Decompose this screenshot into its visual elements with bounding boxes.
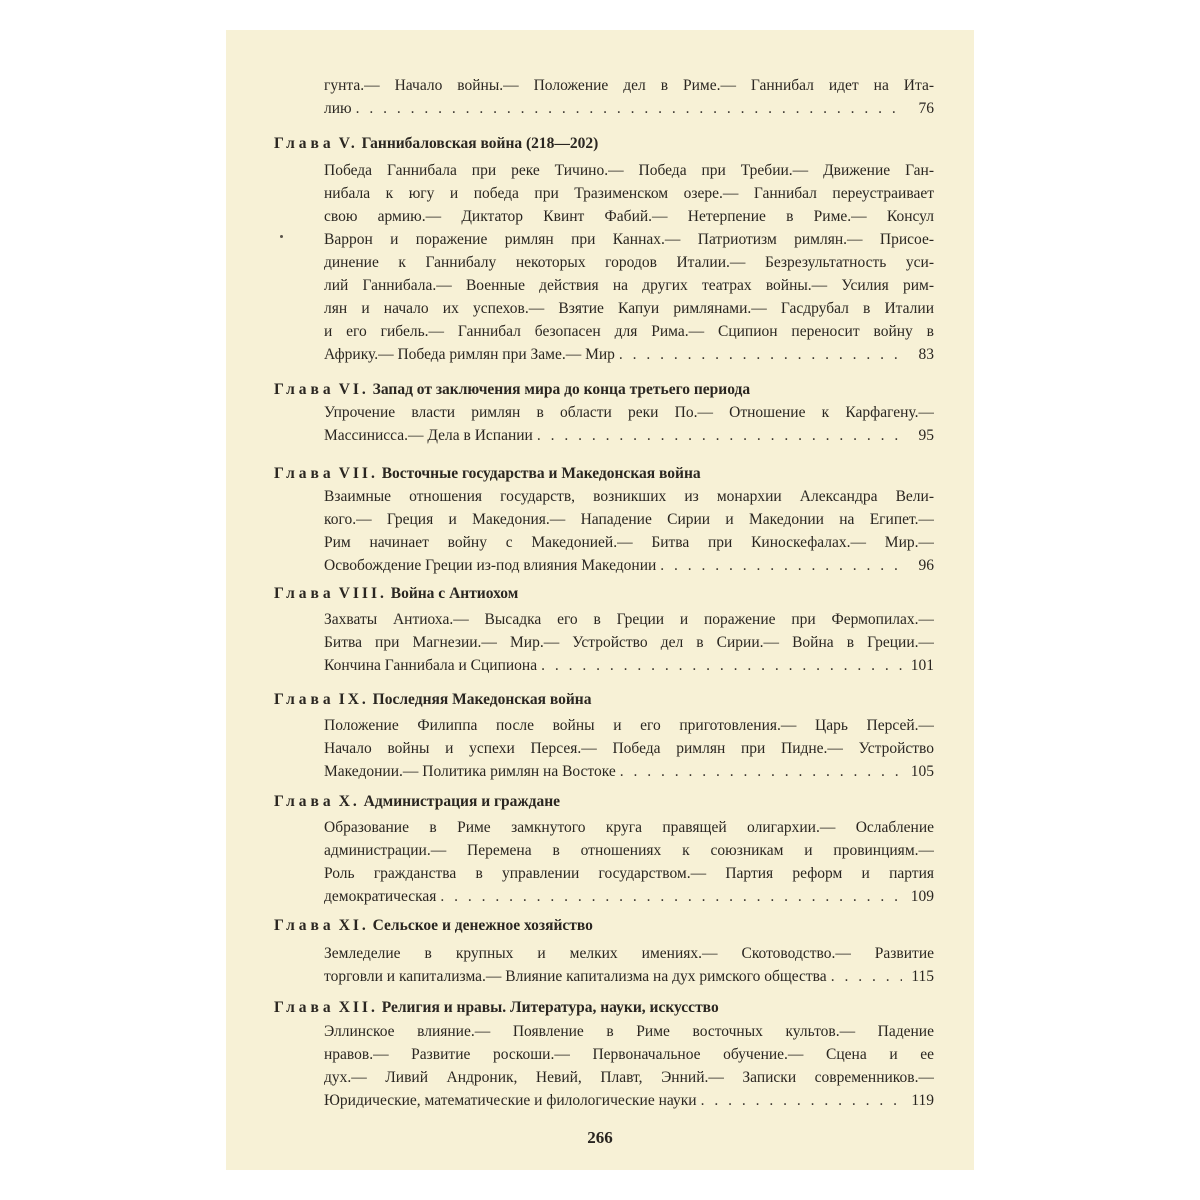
dot-leader	[620, 760, 902, 783]
chapter-summary	[324, 485, 934, 577]
summary-line: Македонии.— Политика римлян на Востоке	[324, 763, 616, 780]
chapter-number: XI.	[338, 917, 369, 934]
summary-line: Начало войны и успехи Персея.— Победа римлян при Пидне.— Устройство	[324, 740, 934, 757]
summary-last-line	[324, 343, 934, 366]
chapter-summary	[324, 608, 934, 677]
summary-line: Массинисса.— Дела в Испании	[324, 427, 533, 444]
chapter-label: Глава	[274, 135, 335, 152]
chapter-number: VIII.	[338, 585, 387, 602]
summary-last-line	[324, 760, 934, 783]
chapter-number: V.	[338, 135, 358, 152]
summary-last-line	[324, 424, 934, 447]
chapter-heading	[274, 380, 934, 400]
page-reference: 115	[911, 968, 934, 985]
summary-line: кого.— Греция и Македония.— Нападение Сирии и Македонии на Египет.—	[324, 511, 934, 528]
chapter-title: Война с Антиохом	[390, 585, 519, 602]
chapter-label: Глава	[274, 465, 335, 482]
chapter-label: Глава	[274, 585, 335, 602]
summary-last-line	[324, 965, 934, 988]
chapter-number: IX.	[338, 691, 369, 708]
dot-leader	[701, 1089, 902, 1112]
chapter-heading	[274, 690, 934, 710]
summary-last-line	[324, 654, 934, 677]
chapter-number: XII.	[338, 999, 378, 1016]
chapter-label: Глава	[274, 793, 335, 810]
page-reference: 119	[911, 1092, 934, 1109]
chapter-summary	[324, 816, 934, 908]
chapter-number: VII.	[338, 465, 378, 482]
chapter-summary	[324, 942, 934, 988]
chapter-label: Глава	[274, 381, 335, 398]
summary-line: Положение Филиппа после войны и его приготовления.— Царь Персей.—	[324, 717, 934, 734]
summary-line: Захваты Антиоха.— Высадка его в Греции и поражение при Фермопилах.—	[324, 611, 934, 628]
summary-line: Земледелие в крупных и мелких имениях.— Скотоводство.— Развитие	[324, 945, 934, 962]
page-reference: 96	[918, 557, 934, 574]
page-reference: 95	[918, 427, 934, 444]
summary-line: Упрочение власти римлян в области реки По.— Отношение к Карфагену.—	[324, 404, 934, 421]
summary-line: Образование в Риме замкнутого круга правящей олигархии.— Ослабление	[324, 819, 934, 836]
summary-line: и его гибель.— Ганнибал безопасен для Рима.— Сципион переносит войну в	[324, 323, 934, 340]
chapter-heading	[274, 916, 934, 936]
chapter-heading	[274, 134, 934, 154]
dot-leader	[541, 654, 902, 677]
summary-line: Освобождение Греции из-под влияния Македонии	[324, 557, 657, 574]
summary-line: Варрон и поражение римлян при Каннах.— Патриотизм римлян.— Присое-	[324, 231, 934, 248]
summary-line: нибала к югу и победа при Тразименском озере.— Ганнибал переустраивает	[324, 185, 934, 202]
page-reference: 109	[910, 888, 934, 905]
summary-line: Кончина Ганнибала и Сципиона	[324, 657, 538, 674]
summary-line: гунта.— Начало войны.— Положение дел в Риме.— Ганнибал идет на Ита-	[324, 77, 934, 94]
summary-line: лян и начало их успехов.— Взятие Капуи римлянами.— Гасдрубал в Италии	[324, 300, 934, 317]
summary-line: дух.— Ливий Андроник, Невий, Плавт, Энний.— Записки современников.—	[324, 1069, 934, 1086]
summary-line: Рим начинает войну с Македонией.— Битва при Киноскефалах.— Мир.—	[324, 534, 934, 551]
summary-line: Юридические, математические и филологические науки	[324, 1092, 697, 1109]
summary-line: Битва при Магнезии.— Мир.— Устройство дел в Сирии.— Война в Греции.—	[324, 634, 934, 651]
chapter-summary	[324, 714, 934, 783]
summary-last-line	[324, 885, 934, 908]
chapter-title: Восточные государства и Македонская война	[381, 465, 701, 482]
page-reference: 83	[918, 346, 934, 363]
dot-leader	[619, 343, 902, 366]
chapter-heading	[274, 584, 934, 604]
summary-line: администрации.— Перемена в отношениях к союзникам и провинциям.—	[324, 842, 934, 859]
chapter-title: Религия и нравы. Литература, науки, искусство	[381, 999, 719, 1016]
chapter-title: Ганнибаловская война (218—202)	[361, 135, 599, 152]
page-reference: 101	[910, 657, 934, 674]
summary-last-line	[324, 554, 934, 577]
summary-line: Эллинское влияние.— Появление в Риме восточных культов.— Падение	[324, 1023, 934, 1040]
dot-leader	[660, 554, 902, 577]
summary-line: демократическая	[324, 888, 437, 905]
summary-last-line	[324, 1089, 934, 1112]
chapter-summary	[324, 401, 934, 447]
chapter-summary	[324, 159, 934, 366]
chapter-number: VI.	[338, 381, 369, 398]
chapter-heading	[274, 998, 934, 1018]
chapter-title: Запад от заключения мира до конца третьего периода	[372, 381, 751, 398]
summary-last-line	[324, 97, 934, 120]
page-reference: 105	[910, 763, 934, 780]
summary-line: свою армию.— Диктатор Квинт Фабий.— Нетерпение в Риме.— Консул	[324, 208, 934, 225]
book-page	[226, 30, 974, 1170]
dot-leader	[537, 424, 902, 447]
chapter-heading	[274, 464, 934, 484]
chapter-title: Администрация и граждане	[363, 793, 561, 810]
summary-line: лию	[324, 100, 352, 117]
summary-line: торговли и капитализма.— Влияние капитализма на дух римского общества	[324, 968, 827, 985]
dot-leader	[831, 965, 902, 988]
summary-line: Роль гражданства в управлении государством.— Партия реформ и партия	[324, 865, 934, 882]
summary-line: лий Ганнибала.— Военные действия на других театрах войны.— Усилия рим-	[324, 277, 934, 294]
chapter-summary	[324, 74, 934, 120]
summary-line: динение к Ганнибалу некоторых городов Италии.— Безрезультатность уси-	[324, 254, 934, 271]
chapter-heading	[274, 792, 934, 812]
chapter-label: Глава	[274, 999, 335, 1016]
chapter-number: X.	[338, 793, 360, 810]
chapter-label: Глава	[274, 691, 335, 708]
summary-line: Взаимные отношения государств, возникших из монархии Александра Вели-	[324, 488, 934, 505]
chapter-title: Последняя Македонская война	[372, 691, 592, 708]
summary-line: Африку.— Победа римлян при Заме.— Мир	[324, 346, 615, 363]
chapter-summary	[324, 1020, 934, 1112]
page-number: 266	[587, 1128, 613, 1147]
summary-line: Победа Ганнибала при реке Тичино.— Победа при Требии.— Движение Ган-	[324, 162, 934, 179]
chapter-title: Сельское и денежное хозяйство	[372, 917, 593, 934]
ink-speck	[280, 235, 283, 238]
chapter-label: Глава	[274, 917, 335, 934]
page-reference: 76	[918, 100, 934, 117]
dot-leader	[356, 97, 902, 120]
dot-leader	[440, 885, 902, 908]
summary-line: нравов.— Развитие роскоши.— Первоначальное обучение.— Сцена и ее	[324, 1046, 934, 1063]
